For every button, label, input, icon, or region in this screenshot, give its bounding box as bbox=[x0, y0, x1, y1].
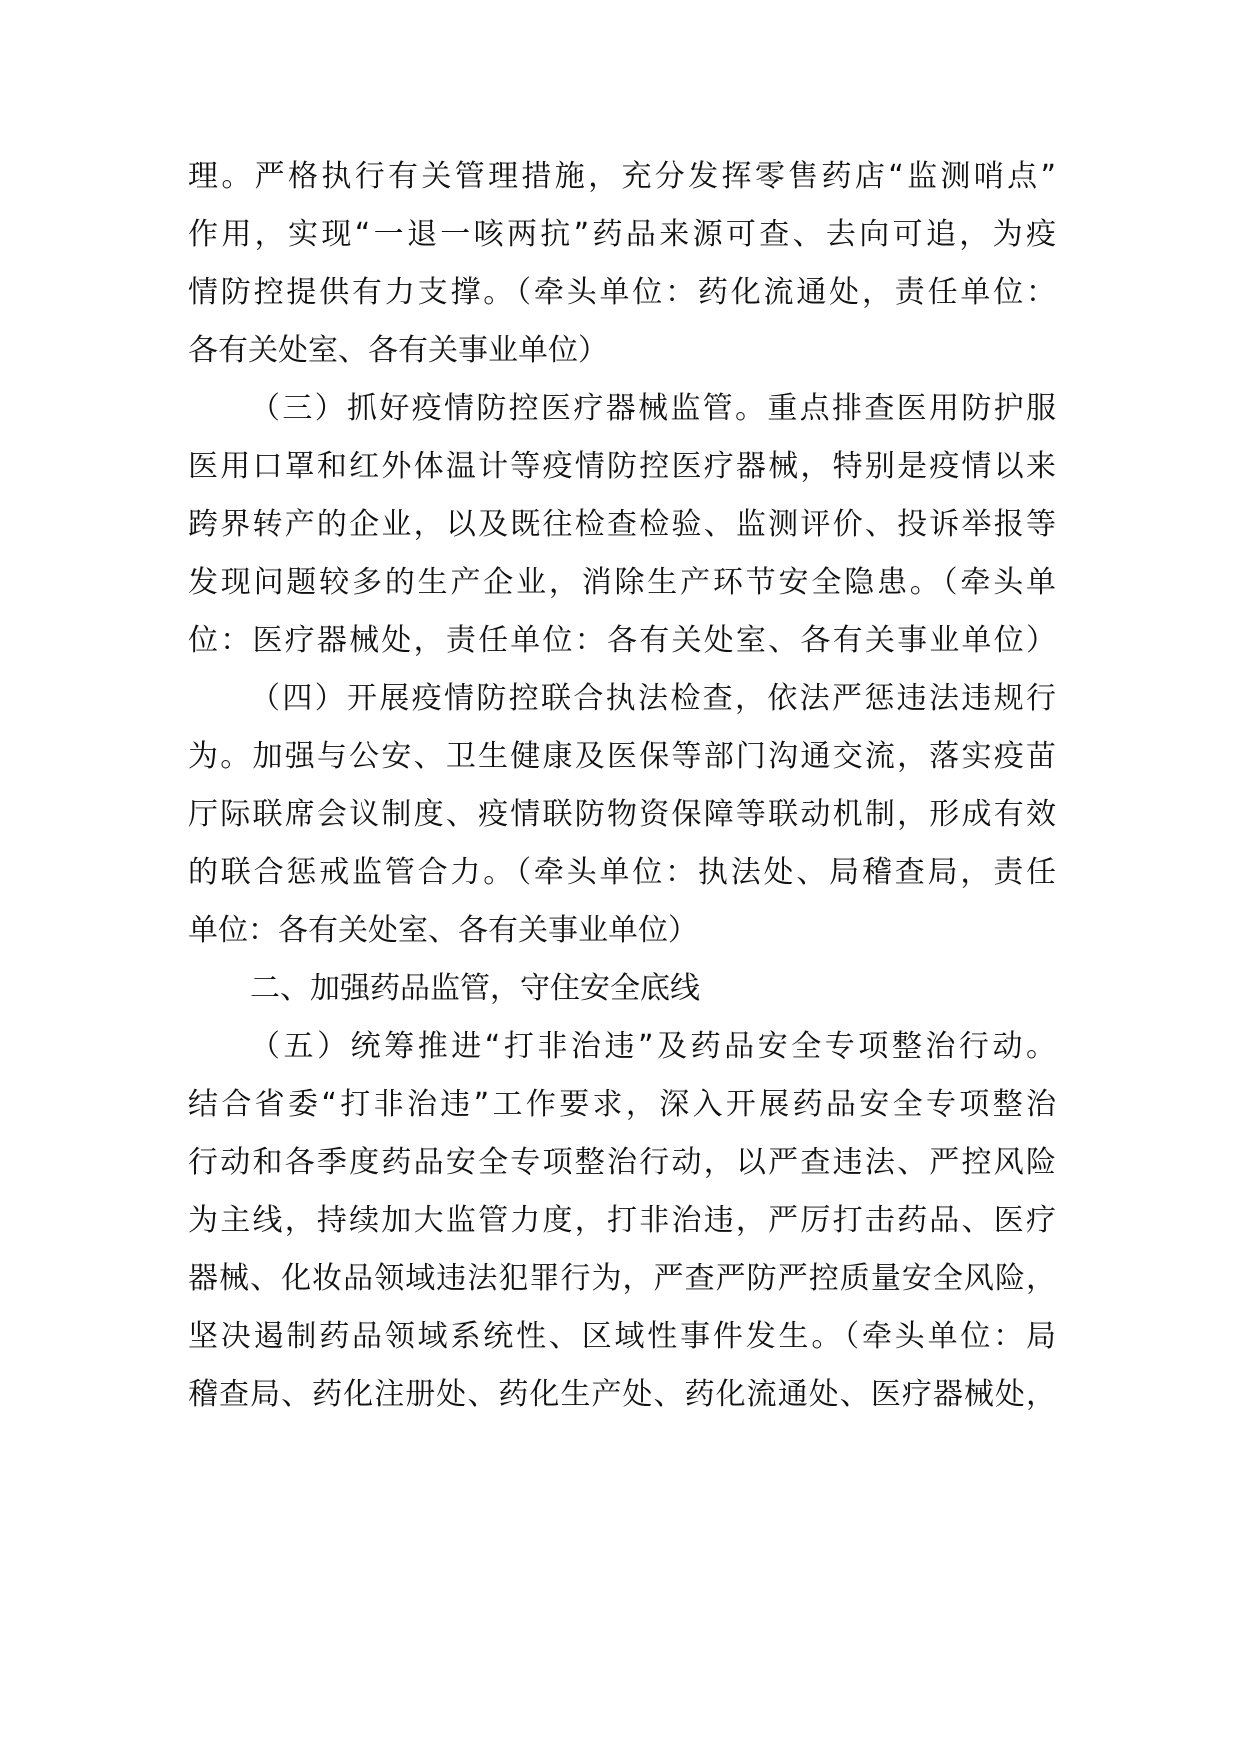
body-text-line: 器械、化妆品领域违法犯罪行为，严查严防严控质量安全风险， bbox=[188, 1261, 1056, 1296]
section-heading: 二、加强药品监管，守住安全底线 bbox=[250, 971, 700, 1006]
paragraph-first-line: （四）开展疫情防控联合执法检查，依法严惩违法违规行 bbox=[250, 681, 1056, 716]
body-text-line: 厅际联席会议制度、疫情联防物资保障等联动机制，形成有效 bbox=[188, 797, 1056, 832]
paragraph-first-line: （五）统筹推进“打非治违”及药品安全专项整治行动。 bbox=[250, 1029, 1056, 1064]
body-text-line: 稽查局、药化注册处、药化生产处、药化流通处、医疗器械处， bbox=[188, 1377, 1056, 1412]
body-text-line: 位：医疗器械处，责任单位：各有关处室、各有关事业单位） bbox=[188, 623, 1056, 658]
body-text-line: 情防控提供有力支撑。（牵头单位：药化流通处，责任单位： bbox=[188, 275, 1056, 310]
paragraph-first-line: （三）抓好疫情防控医疗器械监管。重点排查医用防护服 bbox=[250, 391, 1056, 426]
body-text-line: 为。加强与公安、卫生健康及医保等部门沟通交流，落实疫苗 bbox=[188, 739, 1056, 774]
body-text-line: 为主线，持续加大监管力度，打非治违，严厉打击药品、医疗 bbox=[188, 1203, 1056, 1238]
body-text-line: 的联合惩戒监管合力。（牵头单位：执法处、局稽查局，责任 bbox=[188, 855, 1056, 890]
body-text-line: 结合省委“打非治违”工作要求，深入开展药品安全专项整治 bbox=[188, 1087, 1056, 1122]
body-text-line: 医用口罩和红外体温计等疫情防控医疗器械，特别是疫情以来 bbox=[188, 449, 1056, 484]
body-text-line: 坚决遏制药品领域系统性、区域性事件发生。（牵头单位：局 bbox=[188, 1319, 1056, 1354]
body-text-line: 行动和各季度药品安全专项整治行动，以严查违法、严控风险 bbox=[188, 1145, 1056, 1180]
body-text-line: 发现问题较多的生产企业，消除生产环节安全隐患。（牵头单 bbox=[188, 565, 1056, 600]
body-text-line: 跨界转产的企业，以及既往检查检验、监测评价、投诉举报等 bbox=[188, 507, 1056, 542]
body-text-line: 理。严格执行有关管理措施，充分发挥零售药店“监测哨点” bbox=[188, 159, 1056, 194]
body-text-line: 作用，实现“一退一咳两抗”药品来源可查、去向可追，为疫 bbox=[188, 217, 1056, 252]
body-text-line: 单位：各有关处室、各有关事业单位） bbox=[188, 913, 698, 948]
body-text-line: 各有关处室、各有关事业单位） bbox=[188, 333, 608, 368]
